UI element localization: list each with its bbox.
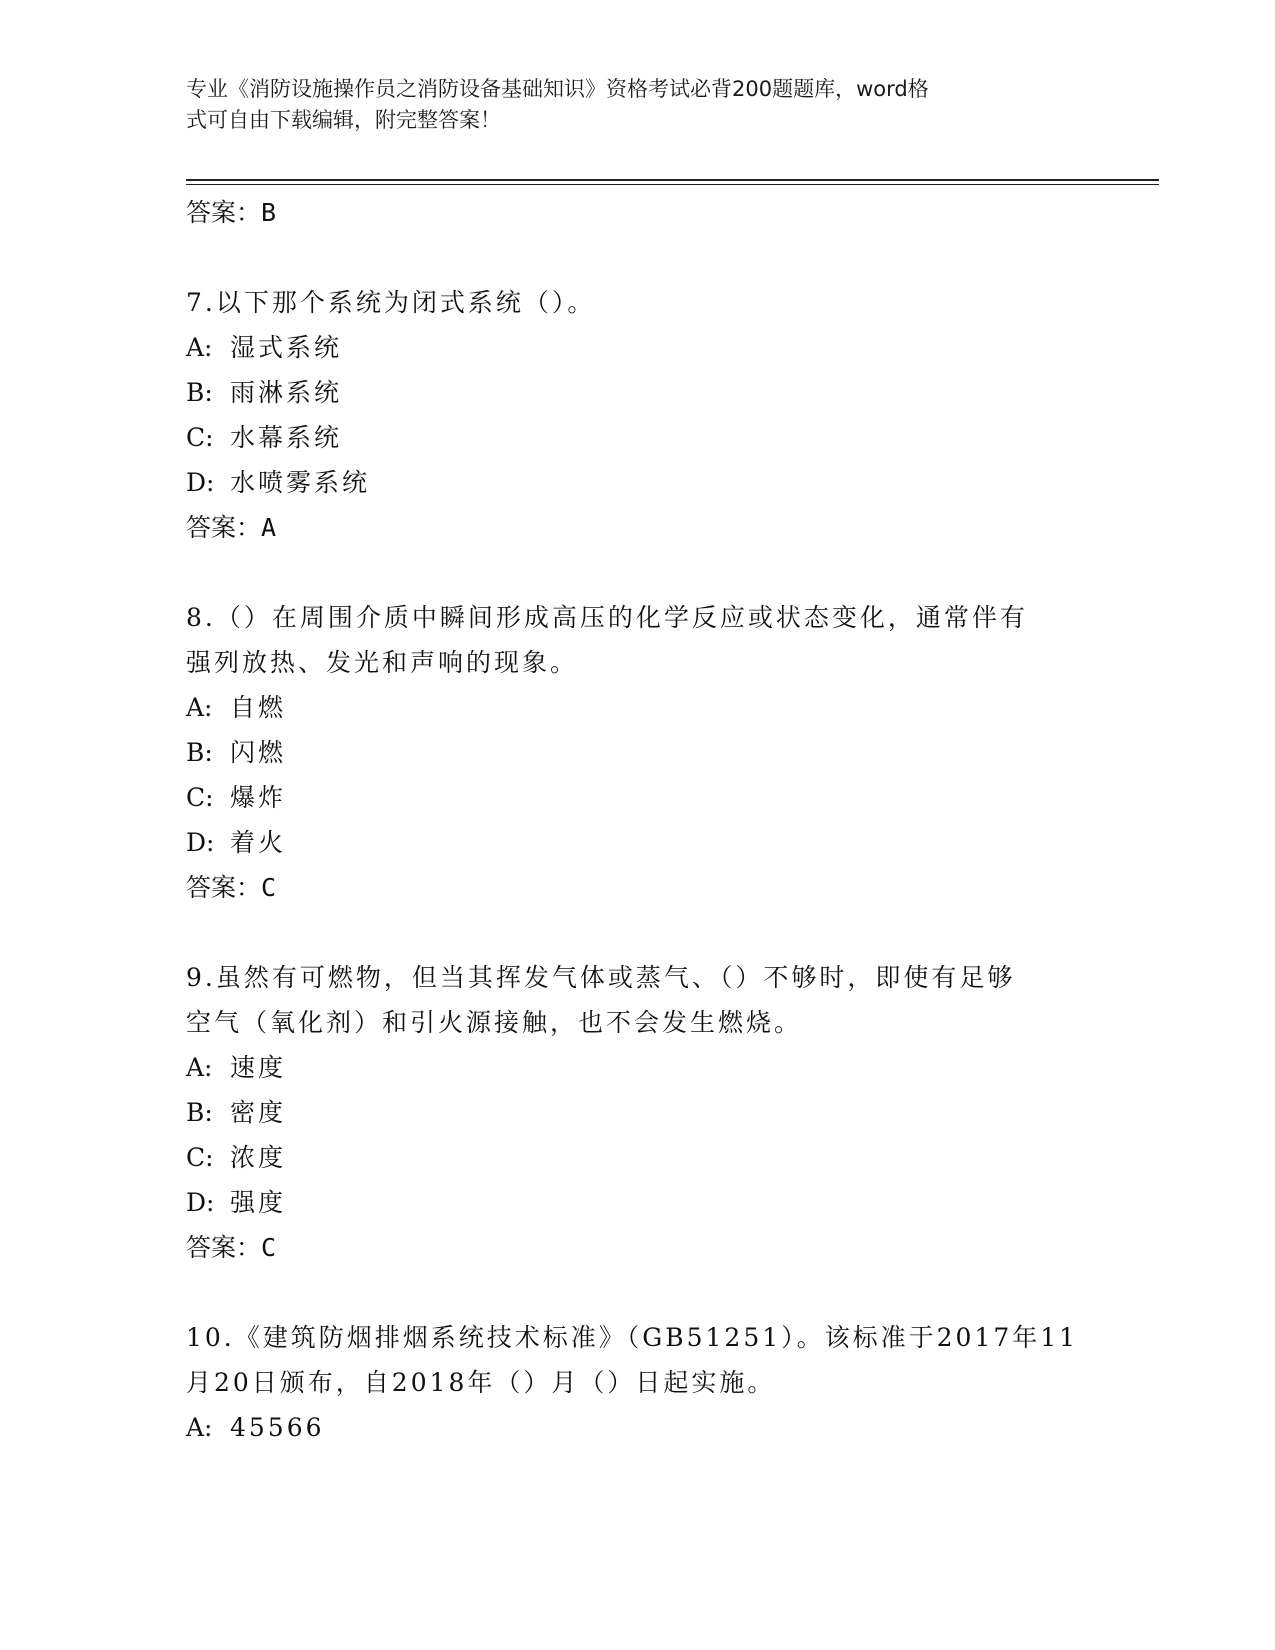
option-letter: D: [186,1188,215,1217]
option-letter: C: [186,1143,214,1172]
answer-value: C [261,1233,277,1262]
option-letter: A: [186,1413,213,1442]
header-divider-thin [186,184,1159,185]
option-text: 着火 [230,828,287,857]
answer-value: C [261,873,277,902]
option-b [186,730,1086,775]
option-text: 水喷雾系统 [230,468,371,497]
option-letter: C: [186,783,214,812]
question-item [186,1315,1086,1450]
option-letter: A: [186,333,213,362]
option-letter: A: [186,1053,213,1082]
question-list [186,190,1086,1450]
option-text: 雨淋系统 [230,378,343,407]
option-letter: B: [186,1098,213,1127]
option-b [186,1090,1086,1135]
header-line-2: 式可自由下载编辑，附完整答案！ [186,108,501,132]
option-text: 爆炸 [230,783,287,812]
answer-line [186,190,1086,236]
answer-label: 答案： [186,873,262,902]
question-item [186,280,1086,551]
question-text-line-1: 10.《建筑防烟排烟系统技术标准》（GB51251）。该标准于2017年11 [186,1323,1079,1352]
question-text-line-2: 月20日颁布，自2018年（）月（）日起实施。 [186,1368,776,1397]
option-c [186,775,1086,820]
option-letter: B: [186,738,213,767]
option-d [186,460,1086,505]
option-letter: D: [186,828,215,857]
header-line-1: 专业《消防设施操作员之消防设备基础知识》资格考试必背200题题库，word格 [186,77,929,101]
answer-line [186,865,1086,911]
answer-value: A [261,513,277,542]
question-item [186,955,1086,1271]
option-a [186,685,1086,730]
option-text: 水幕系统 [230,423,343,452]
option-a [186,325,1086,370]
option-letter: B: [186,378,213,407]
option-b [186,370,1086,415]
option-text: 45566 [230,1413,325,1442]
answer-label: 答案： [186,513,262,542]
answer-line [186,1225,1086,1271]
option-text: 自燃 [230,693,287,722]
document-header [186,74,1066,136]
header-divider-thick [186,179,1159,181]
option-d [186,820,1086,865]
option-a [186,1045,1086,1090]
option-text: 强度 [230,1188,287,1217]
question-text-line-2: 空气（氧化剂）和引火源接触，也不会发生燃烧。 [186,1008,803,1037]
answer-line [186,505,1086,551]
question-text-line-2: 强列放热、发光和声响的现象。 [186,648,579,677]
question-text-line-1: 9.虽然有可燃物，但当其挥发气体或蒸气、（）不够时，即使有足够 [186,963,1016,992]
answer-label: 答案： [186,198,262,227]
question-text: 7.以下那个系统为闭式系统（）。 [186,288,596,317]
option-text: 闪燃 [230,738,287,767]
option-text: 浓度 [230,1143,287,1172]
option-text: 湿式系统 [230,333,343,362]
option-letter: A: [186,693,213,722]
option-text: 速度 [230,1053,287,1082]
option-a [186,1405,1086,1450]
answer-value: B [261,198,277,227]
option-text: 密度 [230,1098,287,1127]
option-d [186,1180,1086,1225]
option-c [186,415,1086,460]
option-letter: C: [186,423,214,452]
option-c [186,1135,1086,1180]
answer-label: 答案： [186,1233,262,1262]
question-text-line-1: 8.（）在周围介质中瞬间形成高压的化学反应或状态变化，通常伴有 [186,603,1028,632]
question-item [186,595,1086,911]
option-letter: D: [186,468,215,497]
